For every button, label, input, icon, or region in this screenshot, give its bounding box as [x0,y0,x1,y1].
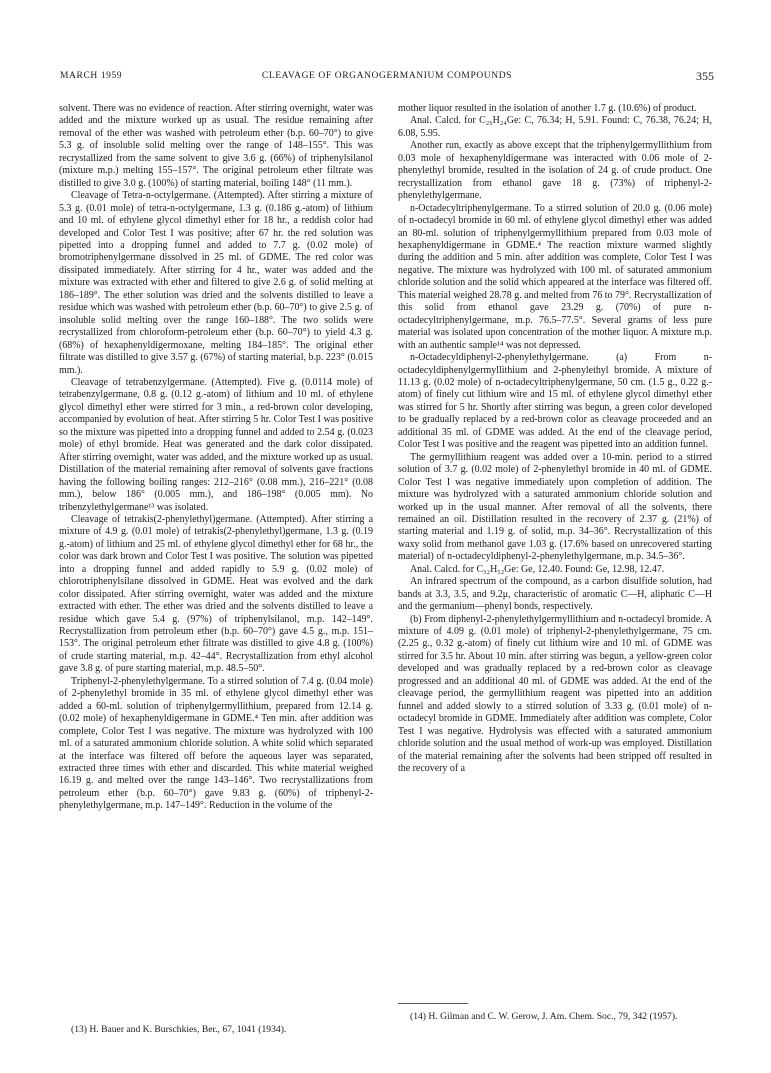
paragraph: solvent. There was no evidence of reaction. After stirring overnight, water was added and the mixture worked up as usual. The residue remaining after removal of the ether was washed with petroleum ether (b.p. 60–70°) to give 5.3 g. of insoluble solid melting over the range of 148–155°. This was recrystallized from the same solvent to give 3.6 g. (66%) of triphenylsilanol (mixture m.p.) melting 155–157°. The original petroleum ether filtrate was distilled to give 3.0 g. (100%) of starting material, boiling 148° (11 mm.). [59,103,373,189]
paragraph: Cleavage of tetrakis(2-phenylethyl)germane. (Attempted). After stirring a mixture of 4.9 g. (0.01 mole) of tetrakis(2-phenylethyl)germane, 1.3 g. (0.19 g.-atom) of lithium and 25 ml. of ethylene glycol dimethyl ether for 68 hr., the color was dark brown and Color Test I was positive. The solution was pipetted into a dropping funnel and added rapidly to 5.9 g. (0.02 mole) of chlorotriphenylsilane dissolved in GDME. Heat was evolved and the dark color dissipated. After stirring overnight, water was added and the mixture extracted with ether. The ether was dried and the solvents distilled to leave a residue which gave 5.4 g. (97%) of triphenylsilanol, m.p. 142–149°. Recrystallization from petroleum ether (b.p. 60–70°) gave 4.5 g., m.p. 151–153°. The original petroleum ether filtrate was distilled to give 4.8 g. (100%) of crude starting material, m.p. 42–44°. Recrystallization from ethyl alcohol gave 3.8 g. of pure starting material, m.p. 48.5–50°. [59,513,373,675]
paragraph: Cleavage of Tetra-n-octylgermane. (Attempted). After stirring a mixture of 5.3 g. (0.01 mole) of tetra-n-octylgermane, 1.3 g. (0.186 g.-atom) of lithium and 10 ml. of ethylene glycol dimethyl ether for 18 hr., a reddish color had developed and Color Test I was positive; after 67 hr. the red solution was pipetted into a dropping funnel and added to 7.7 g. (0.02 mole) of bromotriphenylgermane dissolved in 25 ml. of GDME. The red color was dissipated immediately. After stirring for 4 hr., water was added and the mixture was extracted with ether and filtered to give 2.6 g. of solid melting at 186–189°. The ether solution was dried and the solvents distilled to leave a residue which was washed with petroleum ether (b.p. 60–70°) to give 2.5 g. of insoluble solid melting over the range 160–188°. The two solids were recrystallized from chloroform-petroleum ether (b.p. 60–70°) to yield 4.3 g. (68%) of hexaphenyldigermoxane, melting 184–185°. The original ether filtrate was distilled to give 3.57 g. (67%) of starting material, b.p. 223° (0.015 mm.). [59,190,373,376]
paragraph: Anal. Calcd. for C₂₆H₂₄Ge: C, 76.34; H, 5.91. Found: C, 76.38, 76.24; H, 6.08, 5.95. [398,115,712,139]
paragraph: (b) From diphenyl-2-phenylethylgermyllithium and n-octadecyl bromide. A mixture of 4.09 g. (0.01 mole) of triphenyl-2-phenylethylgermane, 75 cm. (2.25 g., 0.32 g.-atom) of finely cut lithium wire and 10 ml. of GDME was stirred for 3.5 hr. About 10 min. after stirring was begun, a yellow-green color developed and was gradually replaced by a red-brown color as cleavage progressed and an additional 40 ml. of GDME was added. At the end of the cleavage period, the germyllithium reagent was pipetted into an addition funnel and added slowly to a stirred solution of 3.33 g. (0.01 mole) of n-octadecyl bromide in GDME. Immediately after addition was complete, Color Test I was negative. Hydrolysis was effected with a saturated ammonium chloride solution and the usual method of work-up was employed. Distillation of the material remaining after the solvents had been stripped off resulted in the recovery of a [398,613,712,775]
paragraph: The germyllithium reagent was added over a 10-min. period to a stirred solution of 3.7 g. (0.02 mole) of 2-phenylethyl bromide in 40 ml. of GDME. Color Test I was negative immediately upon completion of addition. The mixture was hydrolyzed with a saturated ammonium chloride solution and worked up in the usual manner. After removal of all the solvents, there remained an oil. Distillation resulted in the recovery of 2.37 g. (21%) of starting material and 1.19 g. of solid, m.p. 34–36°. Recrystallization of this waxy solid from methanol gave 1.03 g. (17.6% based on unrecovered starting material) of n-octadecyldiphenyl-2-phenylethylgermane, m.p. 34.5–36°. [398,451,712,563]
paragraph: An infrared spectrum of the compound, as a carbon disulfide solution, had bands at 3.3, 3.5, and 9.2μ, characteristic of aromatic C—H, aliphatic C—H and the germanium—phenyl bonds, respectively. [398,576,712,613]
header-title: CLEAVAGE OF ORGANOGERMANIUM COMPOUNDS [261,71,513,81]
footnote-text: (14) H. Gilman and C. W. Gerow, J. Am. Chem. Soc., 79, 342 (1957). [410,1011,678,1022]
paragraph: mother liquor resulted in the isolation of another 1.7 g. (10.6%) of product. [398,103,697,114]
paragraph: Another run, exactly as above except that the triphenylgermyllithium from 0.03 mole of hexaphenyldigermane was interacted with 0.06 mole of 2-phenylethyl bromide, resulted in the isolation of 24 g. of crude product. One recrystallization from ethanol gave 18 g. (73%) of triphenyl-2-phenylethylgermane. [398,140,712,202]
right-column [398,103,712,775]
running-header [60,71,714,87]
paragraph: n-Octadecyltriphenylgermane. To a stirred solution of 20.0 g. (0.06 mole) of n-octadecyl bromide in 60 ml. of ethylene glycol dimethyl ether was added an 80-ml. solution of triphenylgermyllithium prepared from 0.03 mole of hexaphenyldigermane in GDME.⁴ The reaction mixture warmed slightly during the addition and 5 min. after addition was complete, Color Test I was negative. The mixture was hydrolyzed with 100 ml. of saturated ammonium chloride solution and the solid which appeared at the interface was filtered off. This material weighed 28.78 g. and melted from 76 to 79°. Recrystallization of this solid from ethanol gave 23.29 g. (70%) of pure n-octadecyltriphenylgermane, m.p. 76.5–77.5°. Several grams of less pure material was isolated upon concentration of the mother liquor. A mixture m.p. with an authentic sample¹⁴ was not depressed. [398,202,712,351]
footnote-rule [398,1003,468,1004]
paragraph: Cleavage of tetrabenzylgermane. (Attempted). Five g. (0.0114 mole) of tetrabenzylgermane, 0.8 g. (0.12 g.-atom) of lithium and 10 ml. of ethylene glycol dimethyl ether were stirred for 3 min., a red-brown color developing, accompanied by evolution of heat. After stirring 5 hr. Color Test I was positive so the mixture was pipetted into a dropping funnel and added to 2.54 g. (0.023 mole) of ethyl bromide. Heat was generated and the dark color dissipated. After stirring overnight, water was added, and the mixture worked up as usual. Distillation of the material remaining after removal of solvents gave fractions having the following boiling ranges: 212–216° (0.08 mm.), 216–221° (0.08 mm.), below 186° (0.005 mm.), and 186–198° (0.005 mm). No tribenzylethylgermane¹³ was isolated. [59,376,373,513]
footnote-text: (13) H. Bauer and K. Burschkies, Ber., 67, 1041 (1934). [71,1024,287,1035]
paragraph: Anal. Calcd. for C₃₂H₅₂Ge: Ge, 12.40. Found: Ge, 12.98, 12.47. [410,563,665,575]
page-number: 355 [696,69,714,83]
footnote-13 [59,1024,373,1036]
header-date: MARCH 1959 [60,71,123,81]
left-column [59,103,373,813]
paragraph: n-Octadecyldiphenyl-2-phenylethylgermane. (a) From n-octadecyldiphenylgermyllithium and 2-phenylethyl bromide. A mixture of 11.13 g. (0.02 mole) of n-octadecyltriphenylgermane, 50 cm. (1.5 g., 0.22 g.-atom) of finely cut lithium wire and 15 ml. of ethylene glycol dimethyl ether was stirred for 5 hr. Shortly after stirring was begun, a green color developed to be gradually replaced by a red-brown color as cleavage proceeded and an additional 35 ml. of GDME was added. At the end of the cleavage period, Color Test I was positive and the reagent was pipetted into an addition funnel. [398,352,712,451]
footnote-14 [398,1011,712,1023]
paragraph: Triphenyl-2-phenylethylgermane. To a stirred solution of 7.4 g. (0.04 mole) of 2-phenylethyl bromide in 35 ml. of ethylene glycol dimethyl ether was added a 60-ml. solution of triphenylgermyllithium, prepared from 12.14 g. (0.02 mole) of hexaphenyldigermane in GDME.⁴ Ten min. after addition was complete, Color Test I was negative. The mixture was hydrolyzed with 100 ml. of a saturated ammonium chloride solution. A white solid which separated at the interface was filtered off before the aqueous layer was separated, extracted three times with ether and discarded. This white material weighed 16.19 g. and melted over the range 143–146°. Two recrystallizations from petroleum ether (b.p. 60–70°) gave 9.83 g. (60%) of triphenyl-2-phenylethylgermane, m.p. 147–149°. Reduction in the volume of the [59,675,373,812]
